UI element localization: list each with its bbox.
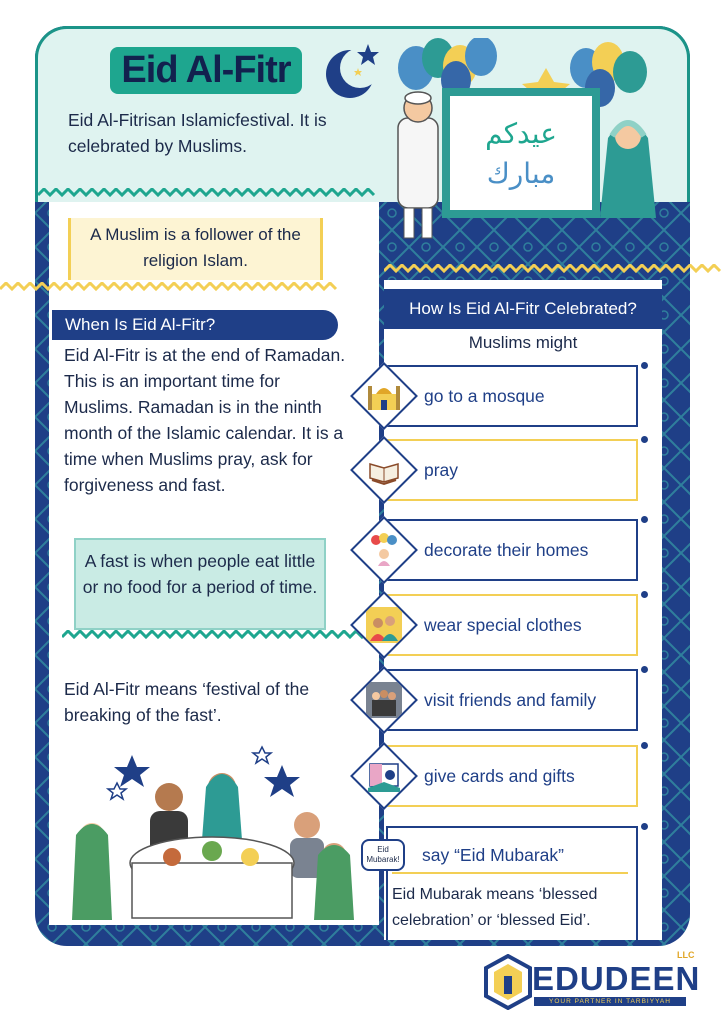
celebrate-subheading: Muslims might — [468, 333, 578, 352]
edudeen-logo-icon — [484, 954, 532, 1010]
speech-bubble-icon: Eid Mubarak! — [361, 839, 405, 871]
row-dot — [641, 666, 648, 673]
divider — [392, 872, 628, 874]
activity-mosque — [386, 365, 638, 427]
activity-label: pray — [424, 460, 459, 480]
activity-label: visit friends and family — [424, 690, 597, 710]
row-dot — [641, 823, 648, 830]
when-heading: When Is Eid Al-Fitr? — [52, 310, 338, 340]
logo-tagline: YOUR PARTNER IN TARBIYYAH — [534, 997, 686, 1006]
page-title: Eid Al-Fitr — [121, 49, 291, 91]
row-dot — [641, 436, 648, 443]
crescent-moon-icon — [322, 42, 382, 102]
muslim-definition-box: A Muslim is a follower of the religion Islam. — [68, 218, 323, 280]
activity-label: give cards and gifts — [424, 766, 575, 786]
svg-text:عيدكم: عيدكم — [485, 117, 557, 150]
when-body: Eid Al-Fitr is at the end of Ramadan. This is an important time for Muslims. Ramadan is in the ninth month of the Islamic calendar. It is a time when Muslims pray, ask for forgiveness and fast. — [64, 345, 346, 495]
row-dot — [641, 362, 648, 369]
activity-label: go to a mosque — [424, 386, 545, 406]
logo-wordmark: EDUDEEN — [532, 960, 701, 997]
activity-label: decorate their homes — [424, 540, 589, 560]
activity-decorate — [386, 519, 638, 581]
left-yellow-zigzag — [0, 282, 340, 294]
intro-text: Eid Al-Fitrisan Islamicfestival. It is celebrated by Muslims. — [68, 110, 327, 156]
header-zigzag — [38, 188, 378, 200]
meaning-text: Eid Al-Fitr means ‘festival of the breaking of the fast’. — [64, 679, 310, 725]
eid-mubarak-meaning: Eid Mubarak means ‘blessed celebration’ or ‘blessed Eid’. — [392, 886, 598, 929]
activity-gifts — [386, 745, 638, 807]
row-dot — [641, 516, 648, 523]
eid-mubarak-banner-illustration — [386, 38, 676, 248]
row-dot — [641, 742, 648, 749]
right-yellow-zigzag — [384, 264, 724, 276]
activity-label: wear special clothes — [424, 615, 582, 635]
activity-pray — [386, 439, 638, 501]
eid-mubarak-label: say “Eid Mubarak” — [422, 845, 564, 865]
svg-text:مبارك: مبارك — [486, 157, 556, 190]
activity-clothes — [386, 594, 638, 656]
fast-definition-box: A fast is when people eat little or no food for a period of time. — [74, 538, 326, 630]
logo-suffix: LLC — [677, 950, 695, 960]
teal-zigzag — [62, 630, 382, 642]
celebrate-heading: How Is Eid Al-Fitr Celebrated? — [384, 289, 662, 329]
row-dot — [641, 591, 648, 598]
activity-visit — [386, 669, 638, 731]
family-meal-illustration — [62, 745, 362, 925]
